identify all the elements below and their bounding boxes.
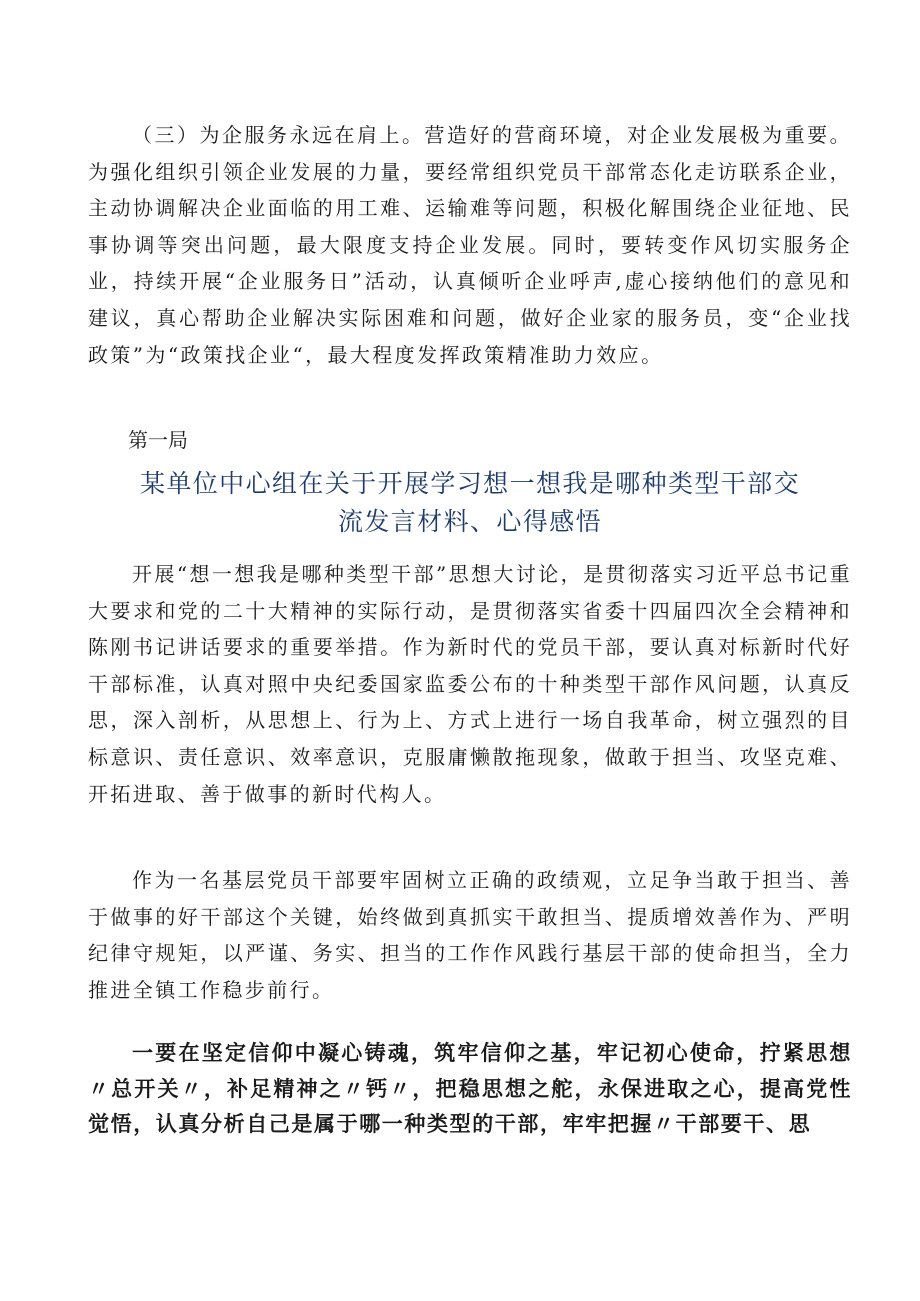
section-label: 第一局 — [128, 428, 188, 452]
title-line-1: 某单位中心组在关于开展学习想一想我是哪种类型干部交 — [139, 469, 800, 498]
title-line-2: 流发言材料、心得感悟 — [337, 507, 602, 536]
paragraph-firm-belief: 一要在坚定信仰中凝心铸魂，筑牢信仰之基，牢记初心使命，拧紧思想〃总开关〃，补足精神之〃钙〃，把稳思想之舵，永保进取之心，提高党性觉悟，认真分析自己是属于哪一种类型的干部，牢牢把握〃干部要干、思 — [88, 1041, 852, 1136]
document-title — [88, 465, 852, 541]
paragraph-grassroots-cadre: 作为一名基层党员干部要牢固树立正确的政绩观，立足争当敢于担当、善于做事的好干部这个关键，始终做到真抓实干敢担当、提质增效善作为、严明纪律守规矩，以严谨、务实、担当的工作作风践行基层干部的使命担当，全力推进全镇工作稳步前行。 — [88, 868, 852, 1002]
paragraph-service-enterprises: （三）为企服务永远在肩上。营造好的营商环境，对企业发展极为重要。为强化组织引领企业发展的力量，要经常组织党员干部常态化走访联系企业，主动协调解决企业面临的用工难、运输难等问题，积极化解围绕企业征地、民事协调等突出问题，最大限度支持企业发展。同时，要转变作风切实服务企业，持续开展“企业服务日”活动，认真倾听企业呼声,虚心接纳他们的意见和建议，真心帮助企业解决实际困难和问题，做好企业家的服务员，变“企业找政策”为“政策找企业“，最大程度发挥政策精准助力效应。 — [88, 123, 852, 367]
paragraph-discussion-intro: 开展“想一想我是哪种类型干部”思想大讨论，是贯彻落实习近平总书记重大要求和党的二十大精神的实际行动，是贯彻落实省委十四届四次全会精神和陈刚书记讲话要求的重要举措。作为新时代的党员干部，要认真对标新时代好干部标准，认真对照中央纪委国家监委公布的十种类型干部作风问题，认真反思，深入剖析，从思想上、行为上、方式上进行一场自我革命，树立强烈的目标意识、责任意识、效率意识，克服庸懒散拖现象，做敢于担当、攻坚克难、开拓进取、善于做事的新时代构人。 — [88, 562, 852, 806]
